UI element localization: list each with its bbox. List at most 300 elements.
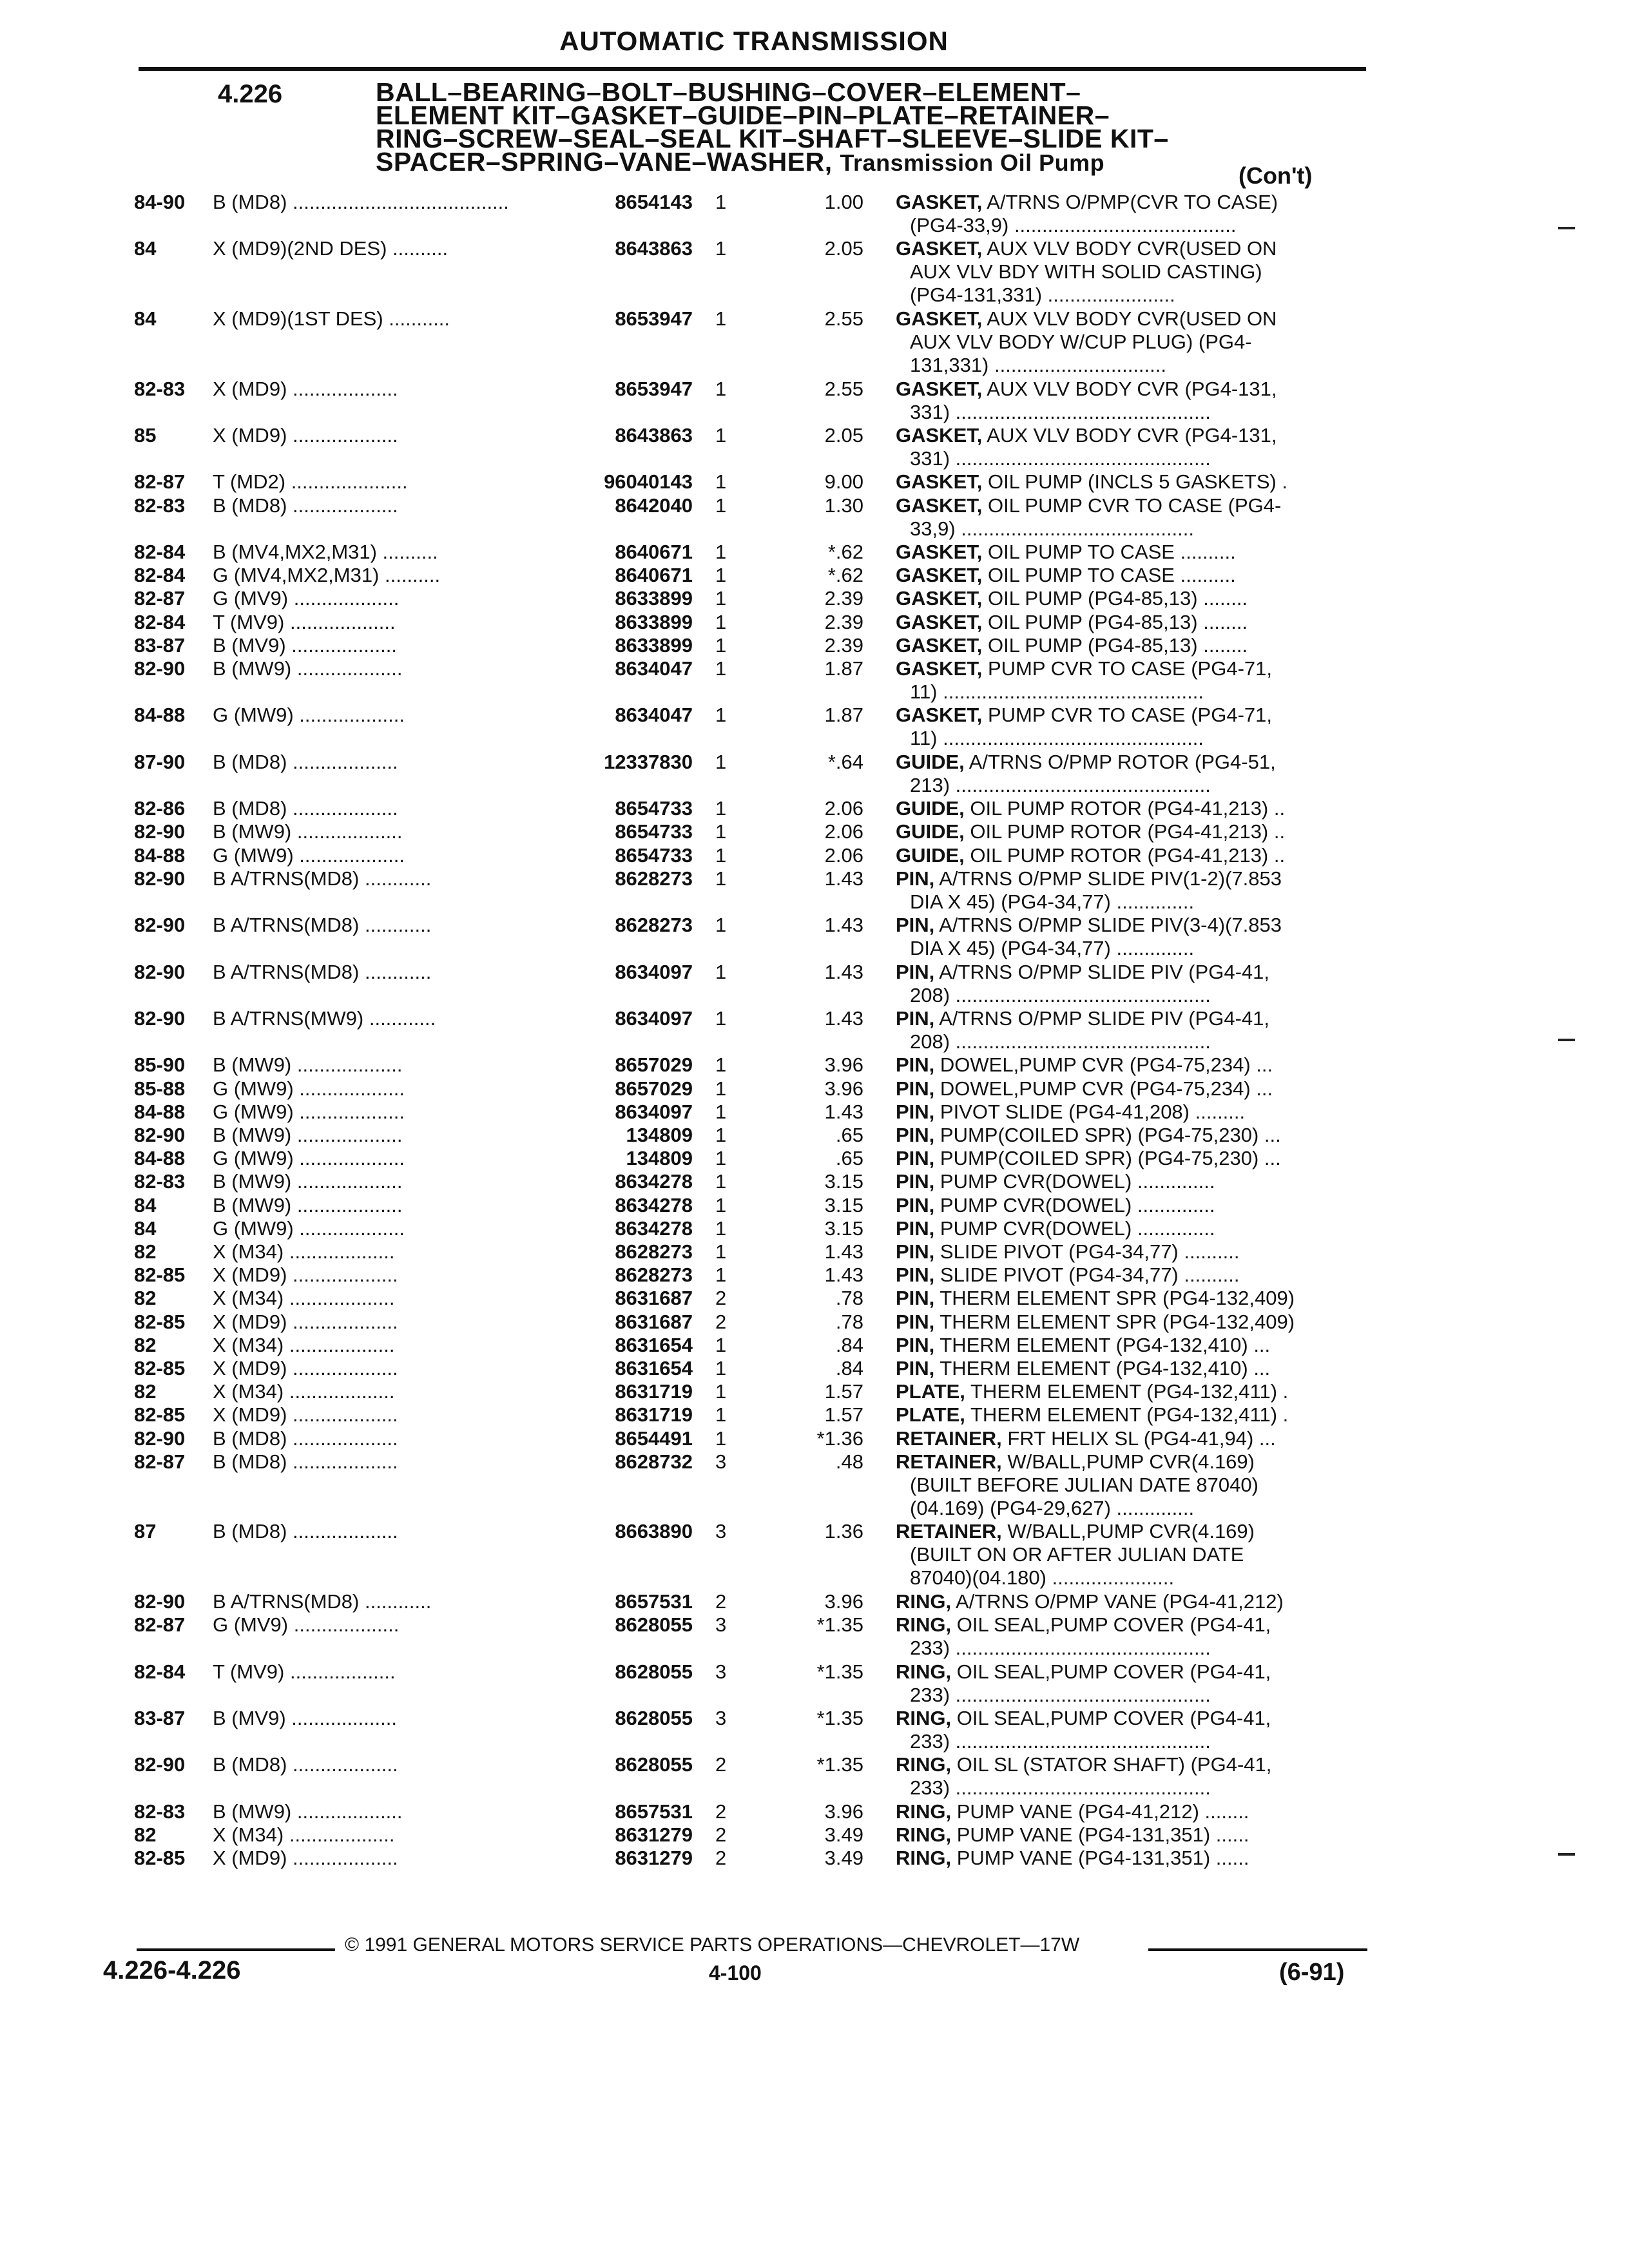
part-name: GASKET,: [896, 587, 983, 610]
description-text: (PG4-131,331) .......................: [910, 284, 1175, 307]
description-cell: [896, 704, 1366, 750]
part-number-cell: 8634278: [615, 1170, 693, 1193]
part-number-cell: 8653947: [615, 307, 693, 330]
price-cell: 3.15: [824, 1216, 863, 1240]
description-line: [896, 634, 1366, 657]
part-name: RING,: [896, 1660, 952, 1683]
year-cell: 82: [134, 1380, 157, 1403]
description-line: [896, 564, 1366, 587]
description-line: [896, 517, 1366, 541]
description-text: A/TRNS O/PMP(CVR TO CASE): [982, 191, 1278, 213]
price-cell: 2.39: [824, 610, 863, 633]
year-cell: 82-90: [134, 914, 186, 937]
year-cell: 82-83: [134, 1170, 186, 1193]
description-cell: [896, 587, 1366, 610]
description-line: [896, 1450, 1366, 1474]
price-cell: 3.15: [824, 1170, 863, 1193]
header-rule: [139, 67, 1366, 71]
part-name: RING,: [896, 1613, 952, 1637]
description-text: DOWEL,PUMP CVR (PG4-75,234) ...: [934, 1053, 1273, 1077]
description-cell: [896, 1053, 1366, 1077]
description-line: [896, 1311, 1366, 1334]
model-cell: T (MV9) ...................: [213, 610, 396, 633]
part-number-cell: 8657531: [615, 1800, 693, 1823]
description-line: [896, 774, 1366, 797]
model-cell: X (MD9) ...................: [213, 1847, 398, 1870]
price-cell: 2.05: [824, 424, 863, 447]
part-number-cell: 8654733: [615, 843, 693, 867]
quantity-cell: 1: [715, 843, 727, 867]
description-line: [896, 378, 1366, 401]
description-line: [896, 237, 1366, 260]
quantity-cell: 1: [715, 867, 727, 890]
part-name: PIN,: [896, 1287, 935, 1310]
price-cell: 1.87: [824, 704, 863, 727]
page-header-title: AUTOMATIC TRANSMISSION: [559, 26, 949, 56]
description-cell: [896, 1007, 1366, 1053]
description-cell: [896, 191, 1366, 237]
model-cell: G (MV4,MX2,M31) ..........: [213, 564, 441, 587]
description-text: 33,9) ..........................................: [910, 517, 1195, 540]
description-cell: [896, 1520, 1366, 1590]
quantity-cell: 1: [715, 564, 727, 587]
price-cell: 9.00: [824, 470, 863, 494]
description-line: [896, 1847, 1366, 1870]
model-cell: G (MW9) ...................: [213, 1077, 405, 1100]
description-cell: [896, 1311, 1366, 1334]
quantity-cell: 1: [715, 914, 727, 937]
part-number-cell: 96040143: [604, 470, 693, 494]
description-line: [896, 1776, 1366, 1800]
description-text: OIL PUMP ROTOR (PG4-41,213) ..: [964, 820, 1286, 843]
part-number-cell: 8640671: [615, 564, 693, 587]
description-text: AUX VLV BODY CVR (PG4-131,: [982, 377, 1277, 400]
part-number-cell: 8631687: [615, 1310, 693, 1333]
price-cell: 2.05: [824, 237, 863, 260]
description-line: [896, 260, 1366, 284]
part-name: PIN,: [896, 1007, 935, 1030]
price-cell: .84: [835, 1333, 863, 1356]
description-line: [896, 307, 1366, 331]
description-text: DOWEL,PUMP CVR (PG4-75,234) ...: [934, 1077, 1273, 1100]
part-name: PIN,: [896, 1193, 935, 1216]
quantity-cell: 2: [715, 1847, 727, 1870]
price-cell: *.62: [827, 564, 863, 587]
part-name: PIN,: [896, 1240, 935, 1263]
description-line: [896, 611, 1366, 634]
quantity-cell: 3: [715, 1520, 727, 1543]
year-cell: 84: [134, 1216, 157, 1240]
price-cell: *1.35: [816, 1613, 863, 1637]
quantity-cell: 1: [715, 1240, 727, 1263]
description-text: OIL PUMP CVR TO CASE (PG4-: [982, 494, 1282, 517]
quantity-cell: 1: [715, 1077, 727, 1100]
quantity-cell: 3: [715, 1660, 727, 1683]
quantity-cell: 1: [715, 191, 727, 213]
description-line: [896, 937, 1366, 960]
description-line: [896, 1590, 1366, 1613]
description-text: THERM ELEMENT (PG4-132,410) ...: [934, 1357, 1271, 1379]
year-cell: 82-90: [134, 657, 186, 680]
year-cell: 82-87: [134, 1613, 186, 1637]
part-number-cell: 8628273: [615, 1264, 693, 1287]
price-cell: *1.35: [816, 1660, 863, 1683]
description-text: OIL SEAL,PUMP COVER (PG4-41,: [951, 1660, 1271, 1683]
description-text: (PG4-33,9) ........................................: [910, 214, 1237, 236]
description-line: [896, 401, 1366, 424]
quantity-cell: 1: [715, 237, 727, 260]
quantity-cell: 1: [715, 1124, 727, 1146]
description-text: 208) ..............................................: [910, 983, 1211, 1006]
model-cell: T (MV9) ...................: [213, 1660, 396, 1683]
price-cell: 3.96: [824, 1590, 863, 1613]
footer-rule-right: [1148, 1948, 1367, 1951]
part-number-cell: 8663890: [615, 1520, 693, 1543]
year-cell: 84-88: [134, 704, 186, 727]
description-line: [896, 797, 1366, 820]
model-cell: B (MD8) ...................: [213, 1753, 398, 1776]
quantity-cell: 1: [715, 1333, 727, 1356]
part-number-cell: 8633899: [615, 633, 693, 657]
description-text: THERM ELEMENT (PG4-132,410) ...: [934, 1333, 1271, 1356]
model-cell: X (M34) ...................: [213, 1380, 395, 1403]
description-cell: [896, 541, 1366, 564]
part-number-cell: 8640671: [615, 541, 693, 563]
description-cell: [896, 1334, 1366, 1357]
description-line: [896, 1823, 1366, 1847]
year-cell: 83-87: [134, 1707, 186, 1729]
description-line: [896, 424, 1366, 447]
description-cell: [896, 1823, 1366, 1847]
description-text: THERM ELEMENT SPR (PG4-132,409): [934, 1287, 1295, 1310]
price-cell: 1.57: [824, 1380, 863, 1403]
quantity-cell: 1: [715, 377, 727, 400]
model-cell: G (MW9) ...................: [213, 1147, 405, 1170]
description-line: [896, 470, 1366, 494]
part-name: GASKET,: [896, 494, 983, 517]
description-text: A/TRNS O/PMP SLIDE PIV (PG4-41,: [934, 1007, 1270, 1030]
year-cell: 82-90: [134, 820, 186, 843]
part-name: GUIDE,: [896, 797, 965, 820]
description-cell: [896, 1147, 1366, 1170]
price-cell: 2.06: [824, 820, 863, 843]
price-cell: 3.96: [824, 1053, 863, 1077]
quantity-cell: 1: [715, 704, 727, 727]
description-text: OIL PUMP TO CASE ..........: [982, 541, 1236, 563]
quantity-cell: 1: [715, 541, 727, 563]
description-line: [896, 984, 1366, 1007]
part-number-cell: 8628273: [615, 867, 693, 890]
quantity-cell: 2: [715, 1800, 727, 1823]
model-cell: B (MD8) ...................: [213, 1450, 398, 1473]
description-line: [896, 1637, 1366, 1660]
part-number-cell: 8633899: [615, 587, 693, 610]
year-cell: 82-83: [134, 494, 186, 517]
description-line: [896, 1053, 1366, 1077]
part-name: GASKET,: [896, 377, 983, 400]
description-text: PIVOT SLIDE (PG4-41,208) .........: [934, 1100, 1246, 1123]
part-name: PIN,: [896, 1357, 935, 1379]
model-cell: B (MD8) ...................: [213, 797, 398, 820]
model-cell: X (M34) ...................: [213, 1287, 395, 1310]
price-cell: .65: [835, 1124, 863, 1146]
price-cell: 3.49: [824, 1847, 863, 1870]
description-text: 233) ..............................................: [910, 1637, 1211, 1660]
description-text: 131,331) ...............................: [910, 354, 1166, 376]
description-text: PUMP VANE (PG4-131,351) ......: [951, 1847, 1249, 1870]
part-name: GASKET,: [896, 470, 983, 494]
price-cell: 1.30: [824, 494, 863, 517]
part-name: RING,: [896, 1707, 952, 1729]
price-cell: 1.36: [824, 1520, 863, 1543]
price-cell: 1.43: [824, 1264, 863, 1287]
quantity-cell: 1: [715, 424, 727, 447]
quantity-cell: 1: [715, 1007, 727, 1030]
price-cell: 3.96: [824, 1077, 863, 1100]
quantity-cell: 1: [715, 797, 727, 820]
price-cell: 2.55: [824, 377, 863, 400]
part-number-cell: 8628055: [615, 1660, 693, 1683]
quantity-cell: 1: [715, 1357, 727, 1379]
price-cell: .65: [835, 1147, 863, 1170]
model-cell: G (MW9) ...................: [213, 704, 405, 727]
description-cell: [896, 378, 1366, 424]
description-cell: [896, 820, 1366, 843]
quantity-cell: 1: [715, 1380, 727, 1403]
model-cell: X (M34) ...................: [213, 1240, 395, 1263]
price-cell: 3.49: [824, 1823, 863, 1846]
description-line: [896, 844, 1366, 867]
model-cell: G (MV9) ...................: [213, 1613, 400, 1637]
model-cell: B A/TRNS(MD8) ............: [213, 960, 432, 983]
part-name: PIN,: [896, 1053, 935, 1077]
description-line: [896, 1497, 1366, 1520]
footer-date-code: (6-91): [1279, 1959, 1345, 1986]
quantity-cell: 2: [715, 1823, 727, 1846]
description-text: PUMP CVR(DOWEL) ..............: [934, 1193, 1215, 1216]
description-line: [896, 1380, 1366, 1403]
year-cell: 82-83: [134, 1800, 186, 1823]
part-name: GASKET,: [896, 541, 983, 563]
description-text: 208) ..............................................: [910, 1030, 1211, 1053]
description-text: A/TRNS O/PMP VANE (PG4-41,212): [951, 1590, 1284, 1613]
description-cell: [896, 1264, 1366, 1287]
price-cell: 2.06: [824, 797, 863, 820]
year-cell: 84-88: [134, 843, 186, 867]
year-cell: 84: [134, 1193, 157, 1216]
year-cell: 87: [134, 1520, 157, 1543]
description-text: 213) ..............................................: [910, 773, 1211, 796]
description-text: (BUILT BEFORE JULIAN DATE 87040): [910, 1473, 1258, 1496]
description-cell: [896, 1240, 1366, 1264]
description-cell: [896, 844, 1366, 867]
description-cell: [896, 1427, 1366, 1450]
year-cell: 82-87: [134, 470, 186, 494]
description-text: OIL PUMP (PG4-85,13) ........: [982, 633, 1248, 657]
description-line: [896, 1194, 1366, 1217]
part-name: PLATE,: [896, 1403, 965, 1427]
part-number-cell: 8631654: [615, 1333, 693, 1356]
part-name: PIN,: [896, 960, 935, 983]
year-cell: 82-90: [134, 1590, 186, 1613]
year-cell: 85-90: [134, 1053, 186, 1077]
description-text: FRT HELIX SL (PG4-41,94) ...: [1001, 1427, 1276, 1450]
description-line: [896, 1170, 1366, 1193]
part-number-cell: 8642040: [615, 494, 693, 517]
description-cell: [896, 1170, 1366, 1193]
description-cell: [896, 1287, 1366, 1310]
model-cell: B (MW9) ...................: [213, 1170, 403, 1193]
year-cell: 82-84: [134, 541, 186, 563]
model-cell: B (MD8) ...................: [213, 1520, 398, 1543]
description-cell: [896, 494, 1366, 541]
description-line: [896, 1077, 1366, 1100]
model-cell: B (MD8) .......................................: [213, 191, 509, 213]
year-cell: 82-84: [134, 610, 186, 633]
quantity-cell: 1: [715, 1216, 727, 1240]
model-cell: B (MW9) ...................: [213, 1053, 403, 1077]
margin-mark: [1558, 227, 1575, 229]
description-text: THERM ELEMENT (PG4-132,411) .: [965, 1403, 1289, 1427]
description-text: AUX VLV BDY WITH SOLID CASTING): [910, 260, 1262, 284]
quantity-cell: 1: [715, 1100, 727, 1123]
description-text: 331) ..............................................: [910, 447, 1211, 470]
description-text: PUMP(COILED SPR) (PG4-75,230) ...: [934, 1124, 1281, 1146]
description-cell: [896, 1590, 1366, 1613]
description-text: 87040)(04.180) ......................: [910, 1566, 1175, 1590]
price-cell: *.62: [827, 541, 863, 563]
description-cell: [896, 1847, 1366, 1870]
part-name: PIN,: [896, 1310, 935, 1333]
description-text: AUX VLV BODY CVR(USED ON: [982, 307, 1277, 330]
model-cell: B (MW9) ...................: [213, 820, 403, 843]
quantity-cell: 1: [715, 1427, 727, 1450]
description-line: [896, 1707, 1366, 1730]
description-text: PUMP VANE (PG4-41,212) ........: [951, 1800, 1249, 1823]
price-cell: 3.96: [824, 1800, 863, 1823]
part-number-cell: 134809: [626, 1124, 693, 1146]
quantity-cell: 2: [715, 1753, 727, 1776]
description-line: [896, 1147, 1366, 1170]
part-number-cell: 8654733: [615, 797, 693, 820]
model-cell: B (MD8) ...................: [213, 1427, 398, 1450]
description-line: [896, 867, 1366, 890]
description-cell: [896, 1450, 1366, 1520]
model-cell: B (MW9) ...................: [213, 1193, 403, 1216]
description-line: [896, 1660, 1366, 1684]
part-name: GUIDE,: [896, 843, 965, 867]
description-line: [896, 1100, 1366, 1124]
model-cell: T (MD2) .....................: [213, 470, 408, 494]
description-text: DIA X 45) (PG4-34,77) ..............: [910, 890, 1195, 913]
description-line: [896, 1240, 1366, 1264]
part-name: GUIDE,: [896, 820, 965, 843]
year-cell: 82-85: [134, 1310, 186, 1333]
description-text: W/BALL,PUMP CVR(4.169): [1001, 1520, 1255, 1543]
model-cell: B A/TRNS(MD8) ............: [213, 867, 432, 890]
part-number-cell: 8628273: [615, 1240, 693, 1263]
part-number-cell: 8634047: [615, 657, 693, 680]
description-text: OIL PUMP ROTOR (PG4-41,213) ..: [964, 797, 1286, 820]
description-line: [896, 890, 1366, 914]
part-number-cell: 8634097: [615, 1100, 693, 1123]
description-text: OIL SEAL,PUMP COVER (PG4-41,: [951, 1613, 1271, 1637]
description-text: AUX VLV BODY CVR(USED ON: [982, 237, 1277, 260]
year-cell: 82-85: [134, 1357, 186, 1379]
price-cell: *1.36: [816, 1427, 863, 1450]
year-cell: 87-90: [134, 750, 186, 773]
part-name: GASKET,: [896, 424, 983, 447]
description-line: [896, 1613, 1366, 1637]
part-name: RING,: [896, 1847, 952, 1870]
description-cell: [896, 1357, 1366, 1380]
model-cell: B (MV9) ...................: [213, 1707, 397, 1729]
description-text: W/BALL,PUMP CVR(4.169): [1001, 1450, 1255, 1473]
price-cell: 1.00: [824, 191, 863, 213]
part-number-cell: 8653947: [615, 377, 693, 400]
year-cell: 82-90: [134, 867, 186, 890]
price-cell: 1.43: [824, 960, 863, 983]
description-line: [896, 541, 1366, 564]
part-name: GASKET,: [896, 633, 983, 657]
model-cell: B (MD8) ...................: [213, 750, 398, 773]
part-name: GASKET,: [896, 610, 983, 633]
description-text: A/TRNS O/PMP SLIDE PIV(3-4)(7.853: [934, 914, 1282, 937]
part-name: PIN,: [896, 1264, 935, 1287]
year-cell: 82-85: [134, 1264, 186, 1287]
description-text: PUMP CVR(DOWEL) ..............: [934, 1170, 1215, 1193]
description-text: PUMP VANE (PG4-131,351) ......: [951, 1823, 1249, 1846]
part-name: GASKET,: [896, 191, 983, 213]
year-cell: 84: [134, 307, 157, 330]
part-number-cell: 8634097: [615, 1007, 693, 1030]
model-cell: B (MW9) ...................: [213, 1800, 403, 1823]
year-cell: 82: [134, 1333, 157, 1356]
description-line: [896, 1264, 1366, 1287]
model-cell: X (MD9)(2ND DES) ..........: [213, 237, 448, 260]
part-number-cell: 8631719: [615, 1403, 693, 1427]
year-cell: 82-90: [134, 1427, 186, 1450]
model-cell: X (MD9) ...................: [213, 1403, 398, 1427]
description-text: OIL PUMP TO CASE ..........: [982, 564, 1236, 587]
part-name: RETAINER,: [896, 1450, 1002, 1473]
description-cell: [896, 751, 1366, 797]
part-name: PLATE,: [896, 1380, 965, 1403]
description-line: [896, 1566, 1366, 1590]
price-cell: 1.57: [824, 1403, 863, 1427]
year-cell: 82: [134, 1823, 157, 1846]
model-cell: X (MD9) ...................: [213, 1264, 398, 1287]
year-cell: 82-90: [134, 1007, 186, 1030]
part-name: GASKET,: [896, 307, 983, 330]
description-text: 331) ..............................................: [910, 400, 1211, 423]
model-cell: G (MW9) ...................: [213, 843, 405, 867]
quantity-cell: 1: [715, 1053, 727, 1077]
description-text: AUX VLV BODY W/CUP PLUG) (PG4-: [910, 331, 1252, 353]
year-cell: 82-87: [134, 587, 186, 610]
part-number-cell: 8628732: [615, 1450, 693, 1473]
part-number-cell: 8633899: [615, 610, 693, 633]
model-cell: X (MD9) ...................: [213, 377, 398, 400]
section-title-line: RING–SCREW–SEAL–SEAL KIT–SHAFT–SLEEVE–SLIDE KIT–: [376, 124, 1169, 153]
quantity-cell: 1: [715, 1193, 727, 1216]
quantity-cell: 1: [715, 750, 727, 773]
description-text: A/TRNS O/PMP SLIDE PIV(1-2)(7.853: [934, 867, 1282, 890]
description-text: OIL SL (STATOR SHAFT) (PG4-41,: [951, 1753, 1272, 1776]
part-name: PIN,: [896, 1077, 935, 1100]
description-text: OIL PUMP ROTOR (PG4-41,213) ..: [964, 843, 1286, 867]
part-number-cell: 8654733: [615, 820, 693, 843]
